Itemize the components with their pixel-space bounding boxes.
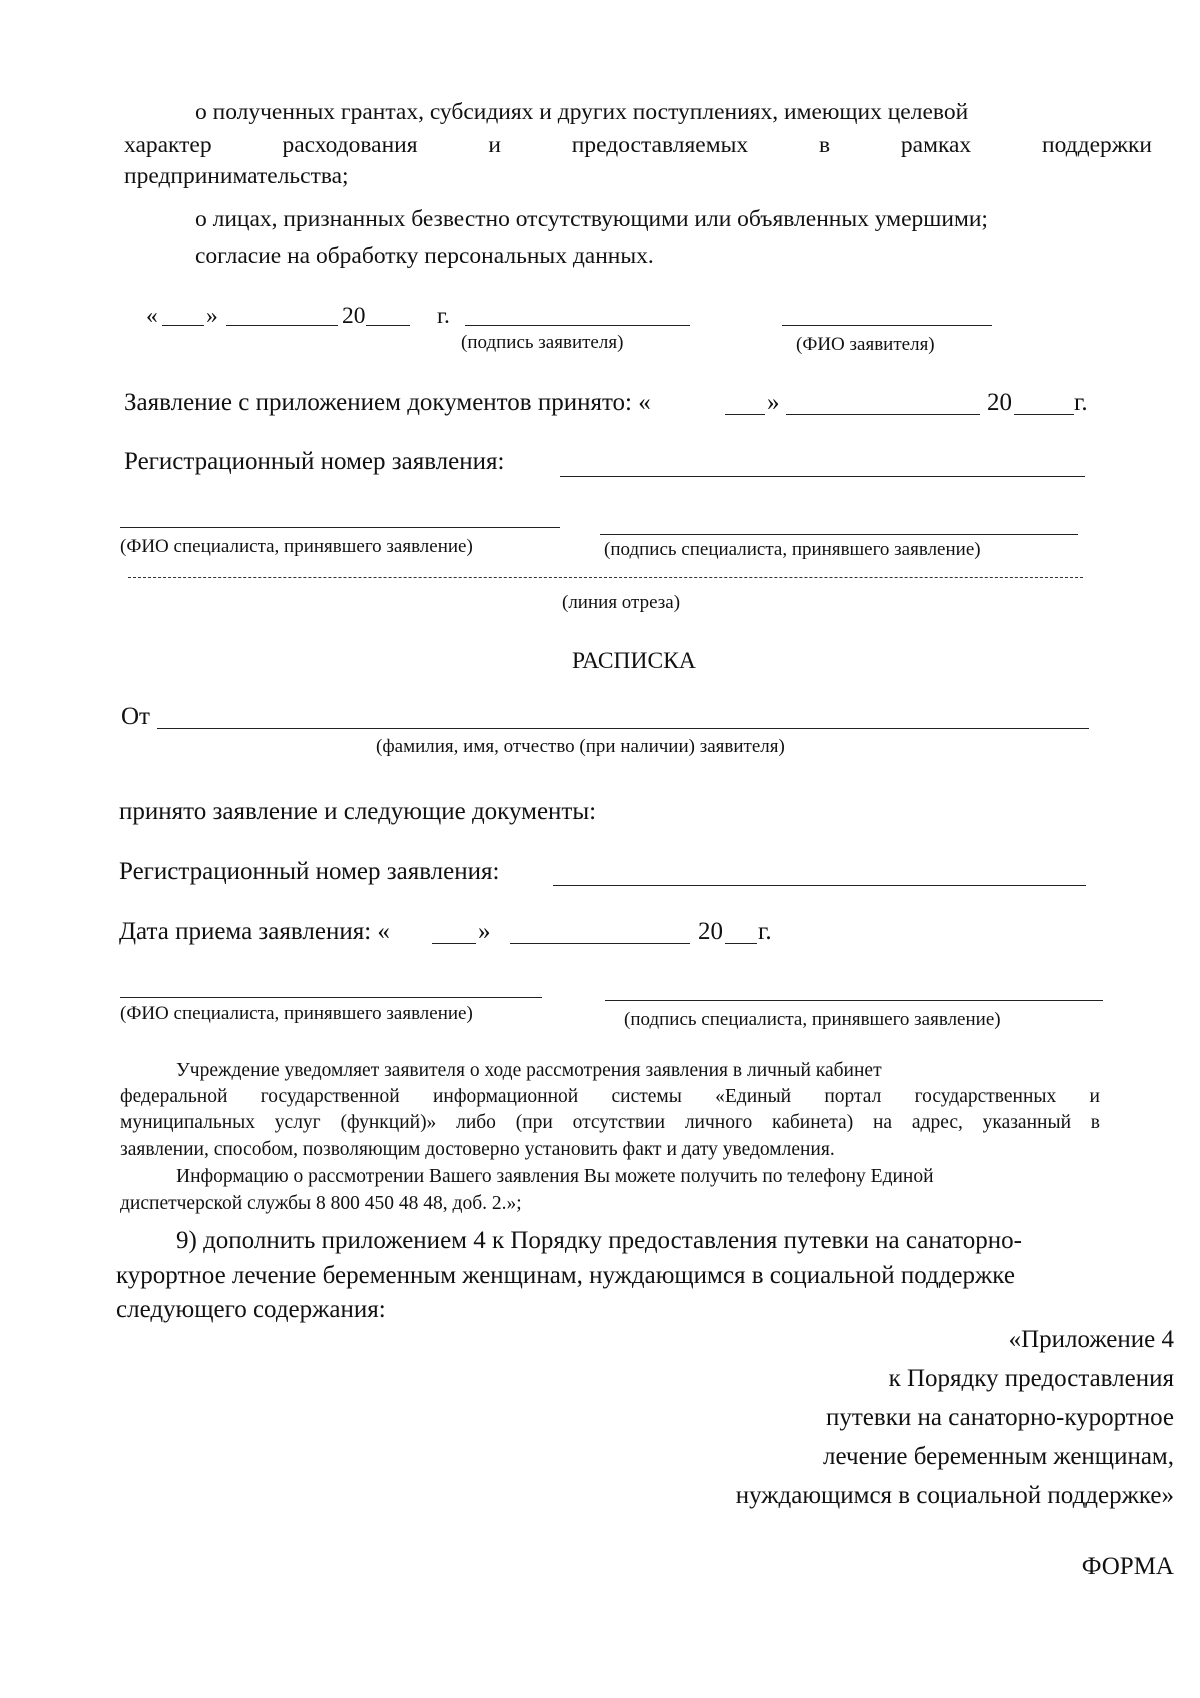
receipt-reg-number-label: Регистрационный номер заявления: [119,858,500,885]
specialist-fio-blank[interactable] [120,527,560,528]
receipt-specialist-fio-caption: (ФИО специалиста, принявшего заявление) [120,1003,473,1024]
receipt-title: РАСПИСКА [572,648,696,674]
receipt-year-blank[interactable] [725,943,757,944]
applicant-signature-caption: (подпись заявителя) [461,332,624,353]
notice-line6: диспетчерской службы 8 800 450 48 48, доб. 2.»; [120,1193,522,1214]
year-blank[interactable] [366,325,410,326]
receipt-day-blank[interactable] [432,943,476,944]
receipt-specialist-signature-blank[interactable] [605,1000,1103,1001]
amendment-line1: 9) дополнить приложением 4 к Порядку предоставления путевки на санаторно- [176,1227,1022,1254]
specialist-signature-blank[interactable] [600,534,1078,535]
day-blank[interactable] [162,325,204,326]
notice-line5: Информацию о рассмотрении Вашего заявления Вы можете получить по телефону Единой [176,1166,934,1187]
accepted-year-suffix: г. [1074,389,1088,416]
reg-number-blank[interactable] [560,476,1085,477]
appendix-line3: путевки на санаторно-курортное [826,1404,1174,1431]
notice-line3: муниципальных услуг (функций)» либо (при отсутствии личного кабинета) на адрес, указанный в [120,1112,1100,1133]
specialist-fio-caption: (ФИО специалиста, принявшего заявление) [120,536,473,557]
receipt-date-close: » [478,918,491,945]
form-label: ФОРМА [1081,1553,1174,1580]
appendix-line1: «Приложение 4 [1008,1326,1174,1353]
receipt-specialist-signature-caption: (подпись специалиста, принявшего заявление) [624,1009,1001,1030]
appendix-line5: нуждающимся в социальной поддержке» [735,1482,1174,1509]
month-blank[interactable] [226,325,338,326]
intro-consent: согласие на обработку персональных данных. [195,243,654,269]
notice-line2: федеральной государственной информационной системы «Единый портал государственных и [120,1086,1100,1107]
date-open-quote: « [146,303,158,329]
accepted-close-quote: » [767,389,780,416]
applicant-signature-blank[interactable] [465,325,690,326]
specialist-signature-caption: (подпись специалиста, принявшего заявление) [604,539,981,560]
receipt-from-blank[interactable] [157,728,1089,729]
receipt-year-suffix: г. [758,918,772,945]
amendment-line2: курортное лечение беременным женщинам, нуждающимся в социальной поддержке [116,1262,1015,1289]
applicant-fio-blank[interactable] [782,325,992,326]
receipt-year-prefix: 20 [698,918,723,945]
intro-grants-line3: предпринимательства; [124,163,349,189]
receipt-from-caption: (фамилия, имя, отчество (при наличии) заявителя) [376,736,785,757]
accepted-label: Заявление с приложением документов принято: « [124,389,651,416]
accepted-year-blank[interactable] [1014,414,1074,415]
accepted-month-blank[interactable] [786,414,980,415]
amendment-line3: следующего содержания: [116,1296,386,1323]
notice-line1: Учреждение уведомляет заявителя о ходе рассмотрения заявления в личный кабинет [176,1060,882,1081]
receipt-specialist-fio-blank[interactable] [120,997,542,998]
intro-missing-persons: о лицах, признанных безвестно отсутствующими или объявленных умершими; [195,206,988,232]
receipt-month-blank[interactable] [510,943,690,944]
receipt-date-label: Дата приема заявления: « [119,918,390,945]
cut-line-caption: (линия отреза) [562,592,681,613]
cut-line [128,577,1083,578]
year-prefix: 20 [342,303,366,329]
receipt-reg-number-blank[interactable] [553,885,1086,886]
accepted-day-blank[interactable] [725,414,765,415]
year-suffix: г. [437,303,450,329]
appendix-line2: к Порядку предоставления [888,1365,1174,1392]
accepted-year-prefix: 20 [987,389,1012,416]
intro-grants-line1: о полученных грантах, субсидиях и других поступлениях, имеющих целевой [195,99,969,125]
receipt-accepted-docs: принято заявление и следующие документы: [119,798,597,825]
date-close-quote: » [206,303,218,329]
applicant-fio-caption: (ФИО заявителя) [796,334,935,355]
notice-line4: заявлении, способом, позволяющим достоверно установить факт и дату уведомления. [120,1139,835,1160]
receipt-from-label: От [121,703,150,730]
appendix-line4: лечение беременным женщинам, [823,1443,1174,1470]
intro-grants-line2: характер расходования и предоставляемых в рамках поддержки [124,132,1152,158]
reg-number-label: Регистрационный номер заявления: [124,448,505,475]
